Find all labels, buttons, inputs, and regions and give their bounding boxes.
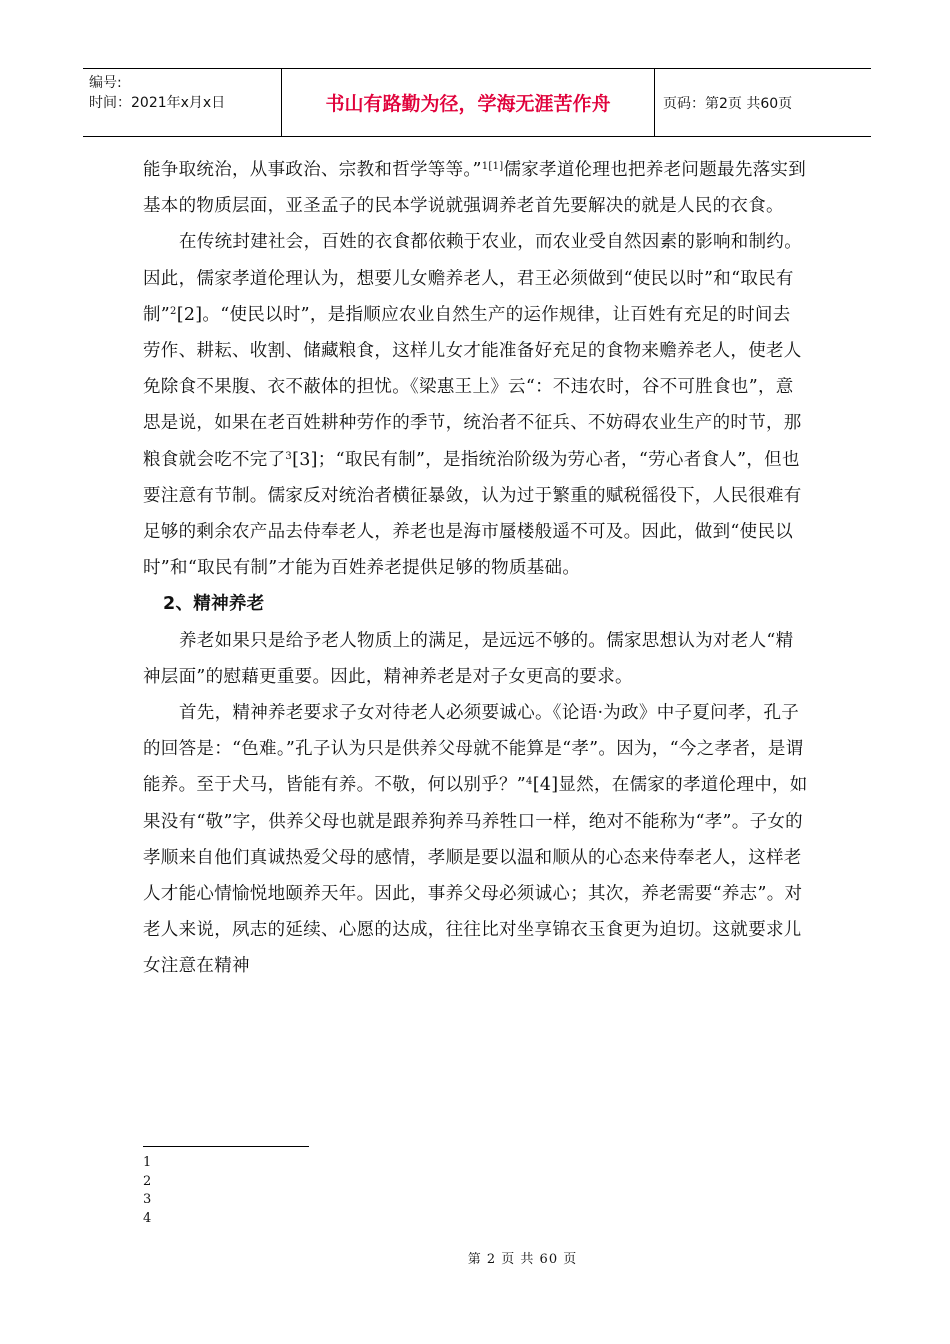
document-date-label: 时间：2021年x月x日: [89, 95, 226, 111]
footnote-divider: [143, 1146, 309, 1147]
footnotes: [143, 1154, 151, 1228]
footnote-ref[interactable]: 2: [170, 305, 177, 317]
header-motto: 书山有路勤为径，学海无涯苦作舟: [282, 69, 655, 136]
header-page-info: 页码：第2页 共60页: [663, 95, 793, 112]
footnote-ref[interactable]: 4: [526, 776, 533, 788]
header-left-cell: [83, 69, 282, 136]
document-number-label: 编号:: [89, 75, 122, 91]
page-header: [83, 68, 871, 137]
paragraph-2: 在传统封建社会，百姓的衣食都依赖于农业，而农业受自然因素的影响和制约。因此，儒家孝道伦理认为，想要儿女赡养老人，君王必须做到“使民以时”和“取民有制”$^2$[2]。“使民以时”，是指顺应农业自然生产的运作规律，让百姓有充足的时间去劳作、耕耘、收割、储藏粮食，这样儿女才能准备好充足的食物来赡养老人，使老人免除食不果腹、衣不蔽体的担忧。《梁惠王上》云“：不违农时，谷不可胜食也”，意思是说，如果在老百姓耕种劳作的季节，统治者不征兵、不妨碍农业生产的时节，那粮食就会吃不完了$^3$[3]；“取民有制”，是指统治阶级为劳心者，“劳心者食人”，但也要注意有节制。儒家反对统治者横征暴敛，认为过于繁重的赋税徭役下，人民很难有足够的剩余农产品去侍奉老人，养老也是海市蜃楼般遥不可及。因此，做到“使民以时”和“取民有制”才能为百姓养老提供足够的物质基础。: [143, 232, 802, 579]
paragraph-3: 养老如果只是给予老人物质上的满足，是远远不够的。儒家思想认为对老人“精神层面”的慰藉更重要。因此，精神养老是对子女更高的要求。: [143, 630, 794, 687]
body-text: [143, 152, 808, 985]
footnote-ref[interactable]: 1[1]: [481, 161, 504, 172]
footnote-item: 4: [143, 1210, 152, 1226]
footnote-item: 3: [143, 1192, 152, 1207]
paragraph-1: 能争取统治，从事政治、宗教和哲学等等。”$^{1[1]}$儒家孝道伦理也把养老问题最先落实到基本的物质层面，亚圣孟子的民本学说就强调养老首先要解决的就是人民的衣食。: [143, 160, 807, 217]
footnote-ref[interactable]: 3: [285, 450, 293, 462]
footnote-item: 2: [143, 1173, 152, 1189]
footnote-item: 1: [143, 1155, 152, 1170]
section-heading: 2、精神养老: [163, 594, 265, 615]
paragraph-4: 首先，精神养老要求子女对待老人必须要诚心。《论语·为政》中子夏问孝，孔子的回答是：“色难。”孔子认为只是供养父母就不能算是“孝”。因为，“今之孝者，是谓能养。至于犬马，皆能有养。不敬，何以别乎？”$^4$[4]显然，在儒家的孝道伦理中，如果没有“敬”字，供养父母也就是跟养狗养马养牲口一样，绝对不能称为“孝”。子女的孝顺来自他们真诚热爱父母的感情，孝顺是要以温和顺从的心态来侍奉老人，这样老人才能心情愉悦地颐养天年。因此，事养父母必须诚心；其次，养老需要“养志”。对老人来说，夙志的延续、心愿的达成，往往比对坐享锦衣玉食更为迫切。这就要求儿女注意在精神: [143, 703, 808, 977]
page-footer: 第 2 页 共 60 页: [467, 1252, 578, 1267]
